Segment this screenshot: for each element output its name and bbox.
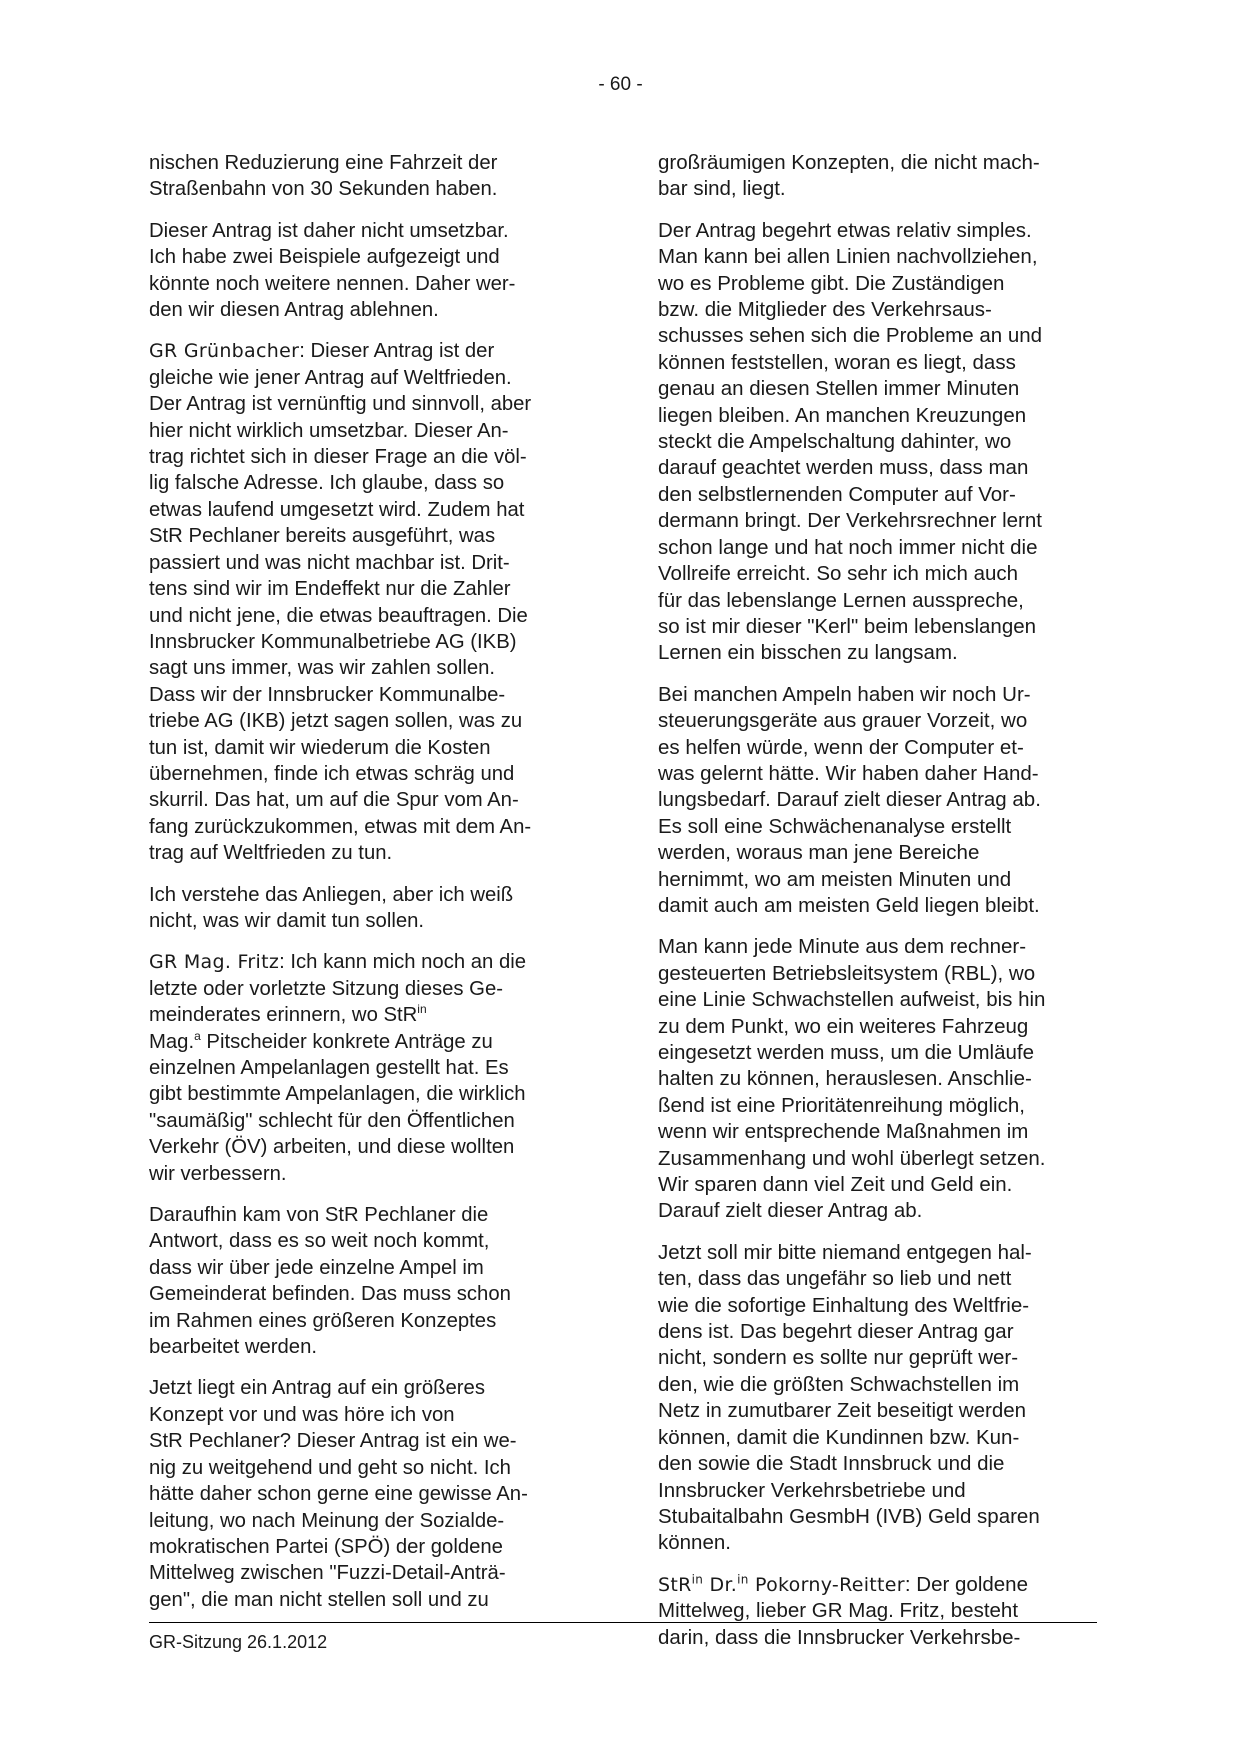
- paragraph-line: nischen Reduzierung eine Fahrzeit der: [149, 152, 498, 174]
- paragraph-line: Dieser Antrag ist daher nicht umsetzbar.: [149, 219, 509, 242]
- paragraph-line: können feststellen, woran es liegt, dass: [658, 350, 1016, 374]
- paragraph-line: mokratischen Partei (SPÖ) der goldene: [149, 1535, 503, 1558]
- superscript: in: [691, 1572, 704, 1587]
- paragraph-line: [658, 1572, 1096, 1598]
- paragraph-line: Konzept vor und was höre ich von: [149, 1403, 455, 1426]
- paragraph-line: ten, dass das ungefähr so lieb und nett: [658, 1267, 1012, 1291]
- paragraph-line: "saumäßig" schlecht für den Öffentlichen: [149, 1109, 515, 1132]
- paragraph-line: dass wir über jede einzelne Ampel im: [149, 1256, 484, 1279]
- paragraph: [658, 1572, 1096, 1651]
- speech-text: : Der goldene: [904, 1572, 1028, 1596]
- speaker-name: GR Grünbacher: [149, 340, 300, 363]
- paragraph-line: bzw. die Mitglieder des Verkehrsaus-: [658, 298, 992, 322]
- paragraph-line: lig falsche Adresse. Ich glaube, dass so: [149, 472, 505, 495]
- paragraph-line: Gemeinderat befinden. Das muss schon: [149, 1283, 511, 1306]
- paragraph-line: dens ist. Das begehrt dieser Antrag gar: [658, 1320, 1014, 1344]
- speaker-surname: Pokorny-Reitter: [748, 1573, 905, 1596]
- paragraph-line: Mittelweg, lieber GR Mag. Fritz, besteht: [658, 1599, 1019, 1623]
- paragraph: [149, 338, 587, 866]
- paragraph-line: einzelnen Ampelanlagen gestellt hat. Es: [149, 1057, 509, 1079]
- paragraph-line: Der Antrag ist vernünftig und sinnvoll, aber: [149, 393, 532, 416]
- paragraph-line: Ich habe zwei Beispiele aufgezeigt und: [149, 246, 500, 269]
- paragraph-line: trag auf Weltfrieden zu tun.: [149, 842, 393, 865]
- paragraph-line: Innsbrucker Kommunalbetriebe AG (IKB): [149, 630, 517, 653]
- paragraph-line: letzte oder vorletzte Sitzung dieses Ge-: [149, 977, 503, 1000]
- paragraph-line: nicht, was wir damit tun sollen.: [149, 909, 425, 932]
- paragraph-line: steckt die Ampelschaltung dahinter, wo: [658, 430, 1012, 454]
- superscript: in: [737, 1572, 749, 1587]
- paragraph-line: [149, 1029, 587, 1055]
- paragraph: [149, 218, 587, 324]
- paragraph-line: Man kann jede Minute aus dem rechner-: [658, 935, 1027, 959]
- paragraph: [658, 1240, 1096, 1557]
- paragraph-line: wenn wir entsprechende Maßnahmen im: [658, 1120, 1029, 1144]
- paragraph-line: Jetzt liegt ein Antrag auf ein größeres: [149, 1377, 485, 1400]
- paragraph-line: großräumigen Konzepten, die nicht mach-: [658, 151, 1040, 174]
- paragraph-line: triebe AG (IKB) jetzt sagen sollen, was zu: [149, 710, 523, 733]
- paragraph-line: Innsbrucker Verkehrsbetriebe und: [658, 1478, 966, 1502]
- page-number: - 60 -: [598, 74, 643, 95]
- paragraph-line: Zusammenhang und wohl überlegt setzen.: [658, 1146, 1046, 1170]
- paragraph-line: gen", die man nicht stellen soll und zu: [149, 1588, 489, 1611]
- paragraph-line: ßend ist eine Prioritätenreihung möglich,: [658, 1093, 1025, 1117]
- left-column: [149, 150, 587, 1628]
- paragraph: [149, 1375, 587, 1613]
- paragraph-line: bearbeitet werden.: [149, 1336, 317, 1359]
- paragraph-line: wie die sofortige Einhaltung des Weltfrie-: [658, 1293, 1030, 1317]
- paragraph-line: trag richtet sich in dieser Frage an die völ-: [149, 446, 527, 469]
- paragraph-line: gleiche wie jener Antrag auf Weltfrieden.: [149, 366, 512, 389]
- paragraph-line: Jetzt soll mir bitte niemand entgegen hal-: [658, 1240, 1032, 1264]
- speaker-name: GR Mag. Fritz: [149, 951, 280, 974]
- superscript: a: [194, 1028, 201, 1043]
- paragraph-line: [149, 949, 587, 975]
- paragraph-line: nig zu weitgehend und geht so nicht. Ich: [149, 1456, 511, 1479]
- paragraph-line: [149, 338, 587, 364]
- paragraph-line: Verkehr (ÖV) arbeiten, und diese wollten: [149, 1136, 515, 1159]
- paragraph-line: was gelernt hätte. Wir haben daher Hand-: [658, 761, 1039, 785]
- paragraph-line: fang zurückzukommen, etwas mit dem An-: [149, 815, 532, 838]
- line-text: Mag.: [149, 1030, 195, 1053]
- paragraph-line: eingesetzt werden muss, um die Umläufe: [658, 1041, 1035, 1064]
- footer-divider: [149, 1622, 1097, 1623]
- paragraph-line: bar sind, liegt.: [658, 177, 786, 201]
- paragraph-line: den, wie die größten Schwachstellen im: [658, 1372, 1020, 1396]
- paragraph-line: schon lange und hat noch immer nicht die: [658, 535, 1038, 559]
- paragraph-line: den sowie die Stadt Innsbruck und die: [658, 1452, 1005, 1476]
- paragraph-line: genau an diesen Stellen immer Minuten: [658, 377, 1020, 401]
- line-text: meinderates erinnern, wo StR: [149, 1004, 418, 1027]
- paragraph: [149, 882, 587, 935]
- paragraph-line: Ich verstehe das Anliegen, aber ich weiß: [149, 883, 514, 906]
- speech-text: : Ich kann mich noch an die: [279, 951, 527, 974]
- paragraph-line: den selbstlernenden Computer auf Vor-: [658, 482, 1016, 506]
- paragraph-line: StR Pechlaner bereits ausgeführt, was: [149, 525, 496, 548]
- footer-session-date: GR-Sitzung 26.1.2012: [149, 1632, 328, 1652]
- paragraph-line: tens sind wir im Endeffekt nur die Zahler: [149, 578, 511, 601]
- paragraph-line: halten zu können, herauslesen. Anschlie-: [658, 1067, 1032, 1091]
- paragraph-line: etwas laufend umgesetzt wird. Zudem hat: [149, 498, 525, 521]
- paragraph-line: wir verbessern.: [149, 1162, 287, 1185]
- paragraph-line: skurril. Das hat, um auf die Spur vom An-: [149, 789, 519, 812]
- paragraph-line: Es soll eine Schwächenanalyse erstellt: [658, 814, 1012, 838]
- paragraph-line: können.: [658, 1531, 731, 1555]
- paragraph-line: Lernen ein bisschen zu langsam.: [658, 641, 958, 665]
- paragraph-line: nicht, sondern es sollte nur geprüft wer-: [658, 1346, 1019, 1370]
- paragraph-line: hernimmt, wo am meisten Minuten und: [658, 867, 1012, 891]
- paragraph-line: steuerungsgeräte aus grauer Vorzeit, wo: [658, 709, 1028, 733]
- paragraph-line: Darauf zielt dieser Antrag ab.: [658, 1199, 923, 1223]
- speaker-title: Dr.: [703, 1573, 738, 1596]
- paragraph-line: leitung, wo nach Meinung der Sozialde-: [149, 1509, 505, 1532]
- paragraph-line: es helfen würde, wenn der Computer et-: [658, 735, 1024, 759]
- paragraph: [658, 218, 1096, 667]
- paragraph-line: tun ist, damit wir wiederum die Kosten: [149, 736, 491, 759]
- paragraph-line: Antwort, dass es so weit noch kommt,: [149, 1230, 490, 1253]
- paragraph-line: Dass wir der Innsbrucker Kommunalbe-: [149, 683, 506, 706]
- paragraph-line: so ist mir dieser "Kerl" beim lebenslangen: [658, 614, 1037, 638]
- right-column: [658, 150, 1096, 1666]
- paragraph-line: den wir diesen Antrag ablehnen.: [149, 299, 439, 322]
- paragraph-line: darin, dass die Innsbrucker Verkehrsbe-: [658, 1625, 1021, 1649]
- paragraph-line: im Rahmen eines größeren Konzeptes: [149, 1309, 497, 1332]
- paragraph-line: passiert und was nicht machbar ist. Drit-: [149, 551, 510, 574]
- paragraph: [658, 150, 1096, 203]
- paragraph-line: übernehmen, finde ich etwas schräg und: [149, 762, 515, 785]
- paragraph-line: Der Antrag begehrt etwas relativ simples.: [658, 218, 1032, 242]
- paragraph-line: hier nicht wirklich umsetzbar. Dieser An-: [149, 419, 509, 442]
- paragraph-line: können, damit die Kundinnen bzw. Kun-: [658, 1425, 1020, 1449]
- paragraph-line: schusses sehen sich die Probleme an und: [658, 324, 1043, 348]
- speech-text: : Dieser Antrag ist der: [299, 340, 495, 363]
- paragraph: [149, 1202, 587, 1360]
- paragraph-line: Vollreife erreicht. So sehr ich mich auch: [658, 562, 1019, 586]
- paragraph-line: Stubaitalbahn GesmbH (IVB) Geld sparen: [658, 1504, 1040, 1528]
- paragraph-line: liegen bleiben. An manchen Kreuzungen: [658, 403, 1027, 427]
- paragraph-line: gesteuerten Betriebsleitsystem (RBL), wo: [658, 961, 1036, 985]
- paragraph-line: Straßenbahn von 30 Sekunden haben.: [149, 178, 498, 201]
- paragraph: [149, 150, 587, 203]
- paragraph-line: und nicht jene, die etwas beauftragen. Die: [149, 604, 528, 627]
- paragraph-line: Man kann bei allen Linien nachvollziehen,: [658, 245, 1038, 269]
- paragraph-line: darauf geachtet werden muss, dass man: [658, 456, 1029, 480]
- paragraph-line: sagt uns immer, was wir zahlen sollen.: [149, 657, 496, 680]
- paragraph-line: Mittelweg zwischen "Fuzzi-Detail-Anträ-: [149, 1562, 506, 1585]
- paragraph-line: könnte noch weitere nennen. Daher wer-: [149, 272, 516, 295]
- paragraph: [149, 949, 587, 1187]
- paragraph-line: [149, 1002, 587, 1028]
- paragraph: [658, 682, 1096, 920]
- paragraph-line: Bei manchen Ampeln haben wir noch Ur-: [658, 682, 1031, 706]
- superscript: in: [417, 1002, 427, 1017]
- paragraph-line: zu dem Punkt, wo ein weiteres Fahrzeug: [658, 1014, 1029, 1038]
- paragraph-line: gibt bestimmte Ampelanlagen, die wirklich: [149, 1083, 526, 1106]
- paragraph-line: wo es Probleme gibt. Die Zuständigen: [658, 271, 1005, 295]
- paragraph-line: eine Linie Schwachstellen aufweist, bis hin: [658, 988, 1046, 1012]
- paragraph: [658, 934, 1096, 1224]
- paragraph-line: lungsbedarf. Darauf zielt dieser Antrag ab.: [658, 788, 1041, 812]
- paragraph-line: Wir sparen dann viel Zeit und Geld ein.: [658, 1173, 1013, 1197]
- speaker-title: StR: [658, 1573, 692, 1596]
- line-text: Pitscheider konkrete Anträge zu: [200, 1030, 493, 1053]
- speaker-name: [658, 1574, 905, 1596]
- paragraph-line: hätte daher schon gerne eine gewisse An-: [149, 1483, 528, 1506]
- paragraph-line: Netz in zumutbarer Zeit beseitigt werden: [658, 1399, 1027, 1423]
- paragraph-line: für das lebenslange Lernen ausspreche,: [658, 588, 1024, 612]
- paragraph-line: damit auch am meisten Geld liegen bleibt.: [658, 893, 1040, 917]
- paragraph-line: StR Pechlaner? Dieser Antrag ist ein we-: [149, 1430, 517, 1453]
- paragraph-line: dermann bringt. Der Verkehrsrechner lernt: [658, 509, 1042, 533]
- paragraph-line: Daraufhin kam von StR Pechlaner die: [149, 1204, 489, 1227]
- paragraph-line: werden, woraus man jene Bereiche: [658, 841, 980, 865]
